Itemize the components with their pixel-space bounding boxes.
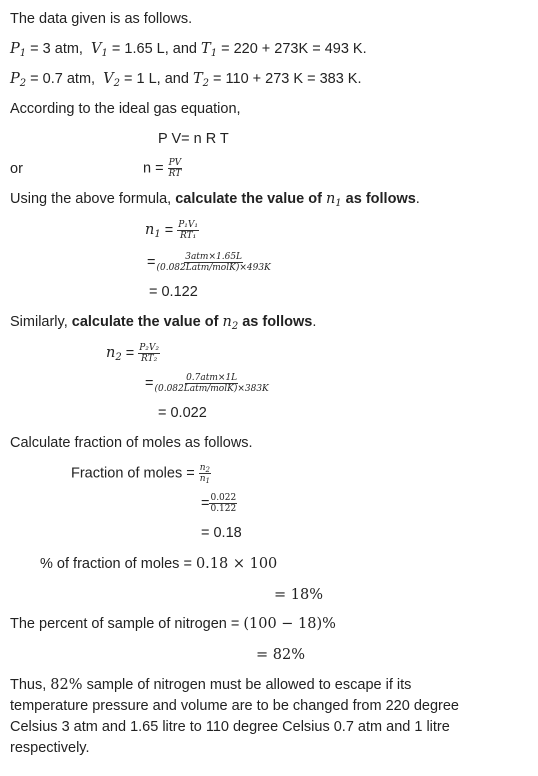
n1-instruction: Using the above formula, calculate the value of $n_1$ as follows. [10, 191, 420, 209]
n2-instruction-suffix: as follows [238, 314, 313, 330]
nitrogen-percent-label: The percent of sample of nitrogen = [10, 616, 240, 632]
intro-text: The data given is as follows. [10, 11, 193, 27]
n2-instruction: Similarly, calculate the value of $n_2$ as follows. [10, 314, 317, 332]
percent-fraction-line [40, 555, 277, 573]
nitrogen-percent-line [10, 615, 336, 633]
n2-result: = 0.022 [158, 405, 207, 421]
p1-value: = 3 atm, [30, 41, 83, 57]
n2-formula-denominator: RT₂ [141, 354, 158, 364]
n1-formula-denominator: RT₁ [180, 231, 197, 241]
n2-sub-denominator: (0.082Latm/molK)×383K [154, 384, 269, 394]
conclusion-rest: sample of nitrogen must be allowed to escape if its [86, 677, 412, 693]
percent-fraction-result: = 18% [274, 587, 323, 603]
n-formula-numerator: PV [168, 158, 182, 168]
n2-instruction-period: . [312, 314, 317, 330]
n-formula-denominator: RT [168, 169, 182, 179]
state-1-line: $P_1 = 3$ atm, $V_1 = 1.65$ L, and $T_1 = 220 + 273K = 493$ K. [10, 41, 367, 59]
v2-value: = 1 L, and [124, 71, 189, 87]
conclusion-thus: Thus, [10, 677, 47, 693]
n1-instruction-suffix: as follows [341, 191, 416, 207]
n1-instruction-bold: calculate the value of [175, 191, 326, 207]
n1-sub-numerator: 3atm×1.65L [185, 252, 243, 262]
ideal-gas-intro: According to the ideal gas equation, [10, 101, 241, 117]
percent-fraction-label: % of fraction of moles = [40, 556, 192, 572]
fraction-formula: Fraction of moles = $\frac{n_2}{n_1}$ [71, 463, 210, 485]
conclusion-line-3: Celsius 3 atm and 1.65 litre to 110 degree Celsius 0.7 atm and 1 litre [10, 719, 450, 735]
conclusion-line-4: respectively. [10, 740, 90, 756]
ideal-gas-equation: P V= n R T [158, 131, 229, 147]
nitrogen-percent-expression: (100 − 18)% [243, 616, 336, 632]
or-label: or [10, 161, 23, 177]
fraction-numerator: 0.022 [210, 493, 237, 503]
state-2-line: $P_2 = 0.7$ atm, $V_2 = 1$ L, and $T_2 = 110 + 273$ K = 383 K. [10, 71, 362, 89]
t1-value: = 220 + 273K = 493 K. [221, 41, 367, 57]
conclusion-line-2: temperature pressure and volume are to be changed from 220 degree [10, 698, 459, 714]
fraction-denominator: 0.122 [210, 504, 237, 514]
nitrogen-percent-result: = 82% [256, 647, 305, 663]
fraction-substitution: = $\frac{0.022}{0.122}$ [201, 493, 237, 514]
n2-sub-numerator: 0.7atm×1L [186, 373, 238, 383]
n2-formula-numerator: P₂V₂ [139, 343, 160, 353]
fraction-intro: Calculate fraction of moles as follows. [10, 435, 253, 451]
n1-formula-numerator: P₁V₁ [178, 220, 199, 230]
n1-formula: $n_1$ = $\frac{\text{P₁V₁}}{\text{RT₁}}$ [145, 220, 199, 241]
n-formula [143, 158, 182, 179]
n1-sub-denominator: (0.082Latm/molK)×493K [156, 263, 271, 273]
n2-substitution: = $\frac{\text{0.7atm×1L}}{\text{(0.082Latm/molK)×383K}}$ [145, 373, 269, 394]
v1-value: = 1.65 L, and [111, 41, 197, 57]
fraction-label: Fraction of moles = [71, 465, 195, 482]
n2-instruction-prefix: Similarly, [10, 314, 72, 330]
n-equals: n = [143, 160, 164, 177]
n1-instruction-period: . [415, 191, 420, 207]
t2-value: = 110 + 273 K = 383 K. [213, 71, 362, 87]
percent-fraction-expression: 0.18 × 100 [195, 556, 278, 572]
p2-value: = 0.7 atm, [30, 71, 96, 87]
n1-result: = 0.122 [149, 284, 198, 300]
conclusion-line-1 [10, 676, 411, 694]
n2-instruction-bold: calculate the value of [71, 314, 223, 330]
n1-instruction-prefix: Using the above formula, [10, 191, 176, 207]
conclusion-percent: 82% [50, 677, 83, 693]
n1-substitution: = $\frac{\text{3atm×1.65L}}{\text{(0.082Latm/molK)×493K}}$ [147, 252, 271, 273]
n2-formula: $n_2$ = $\frac{\text{P₂V₂}}{\text{RT₂}}$ [106, 343, 160, 364]
fraction-result: = 0.18 [201, 525, 242, 541]
